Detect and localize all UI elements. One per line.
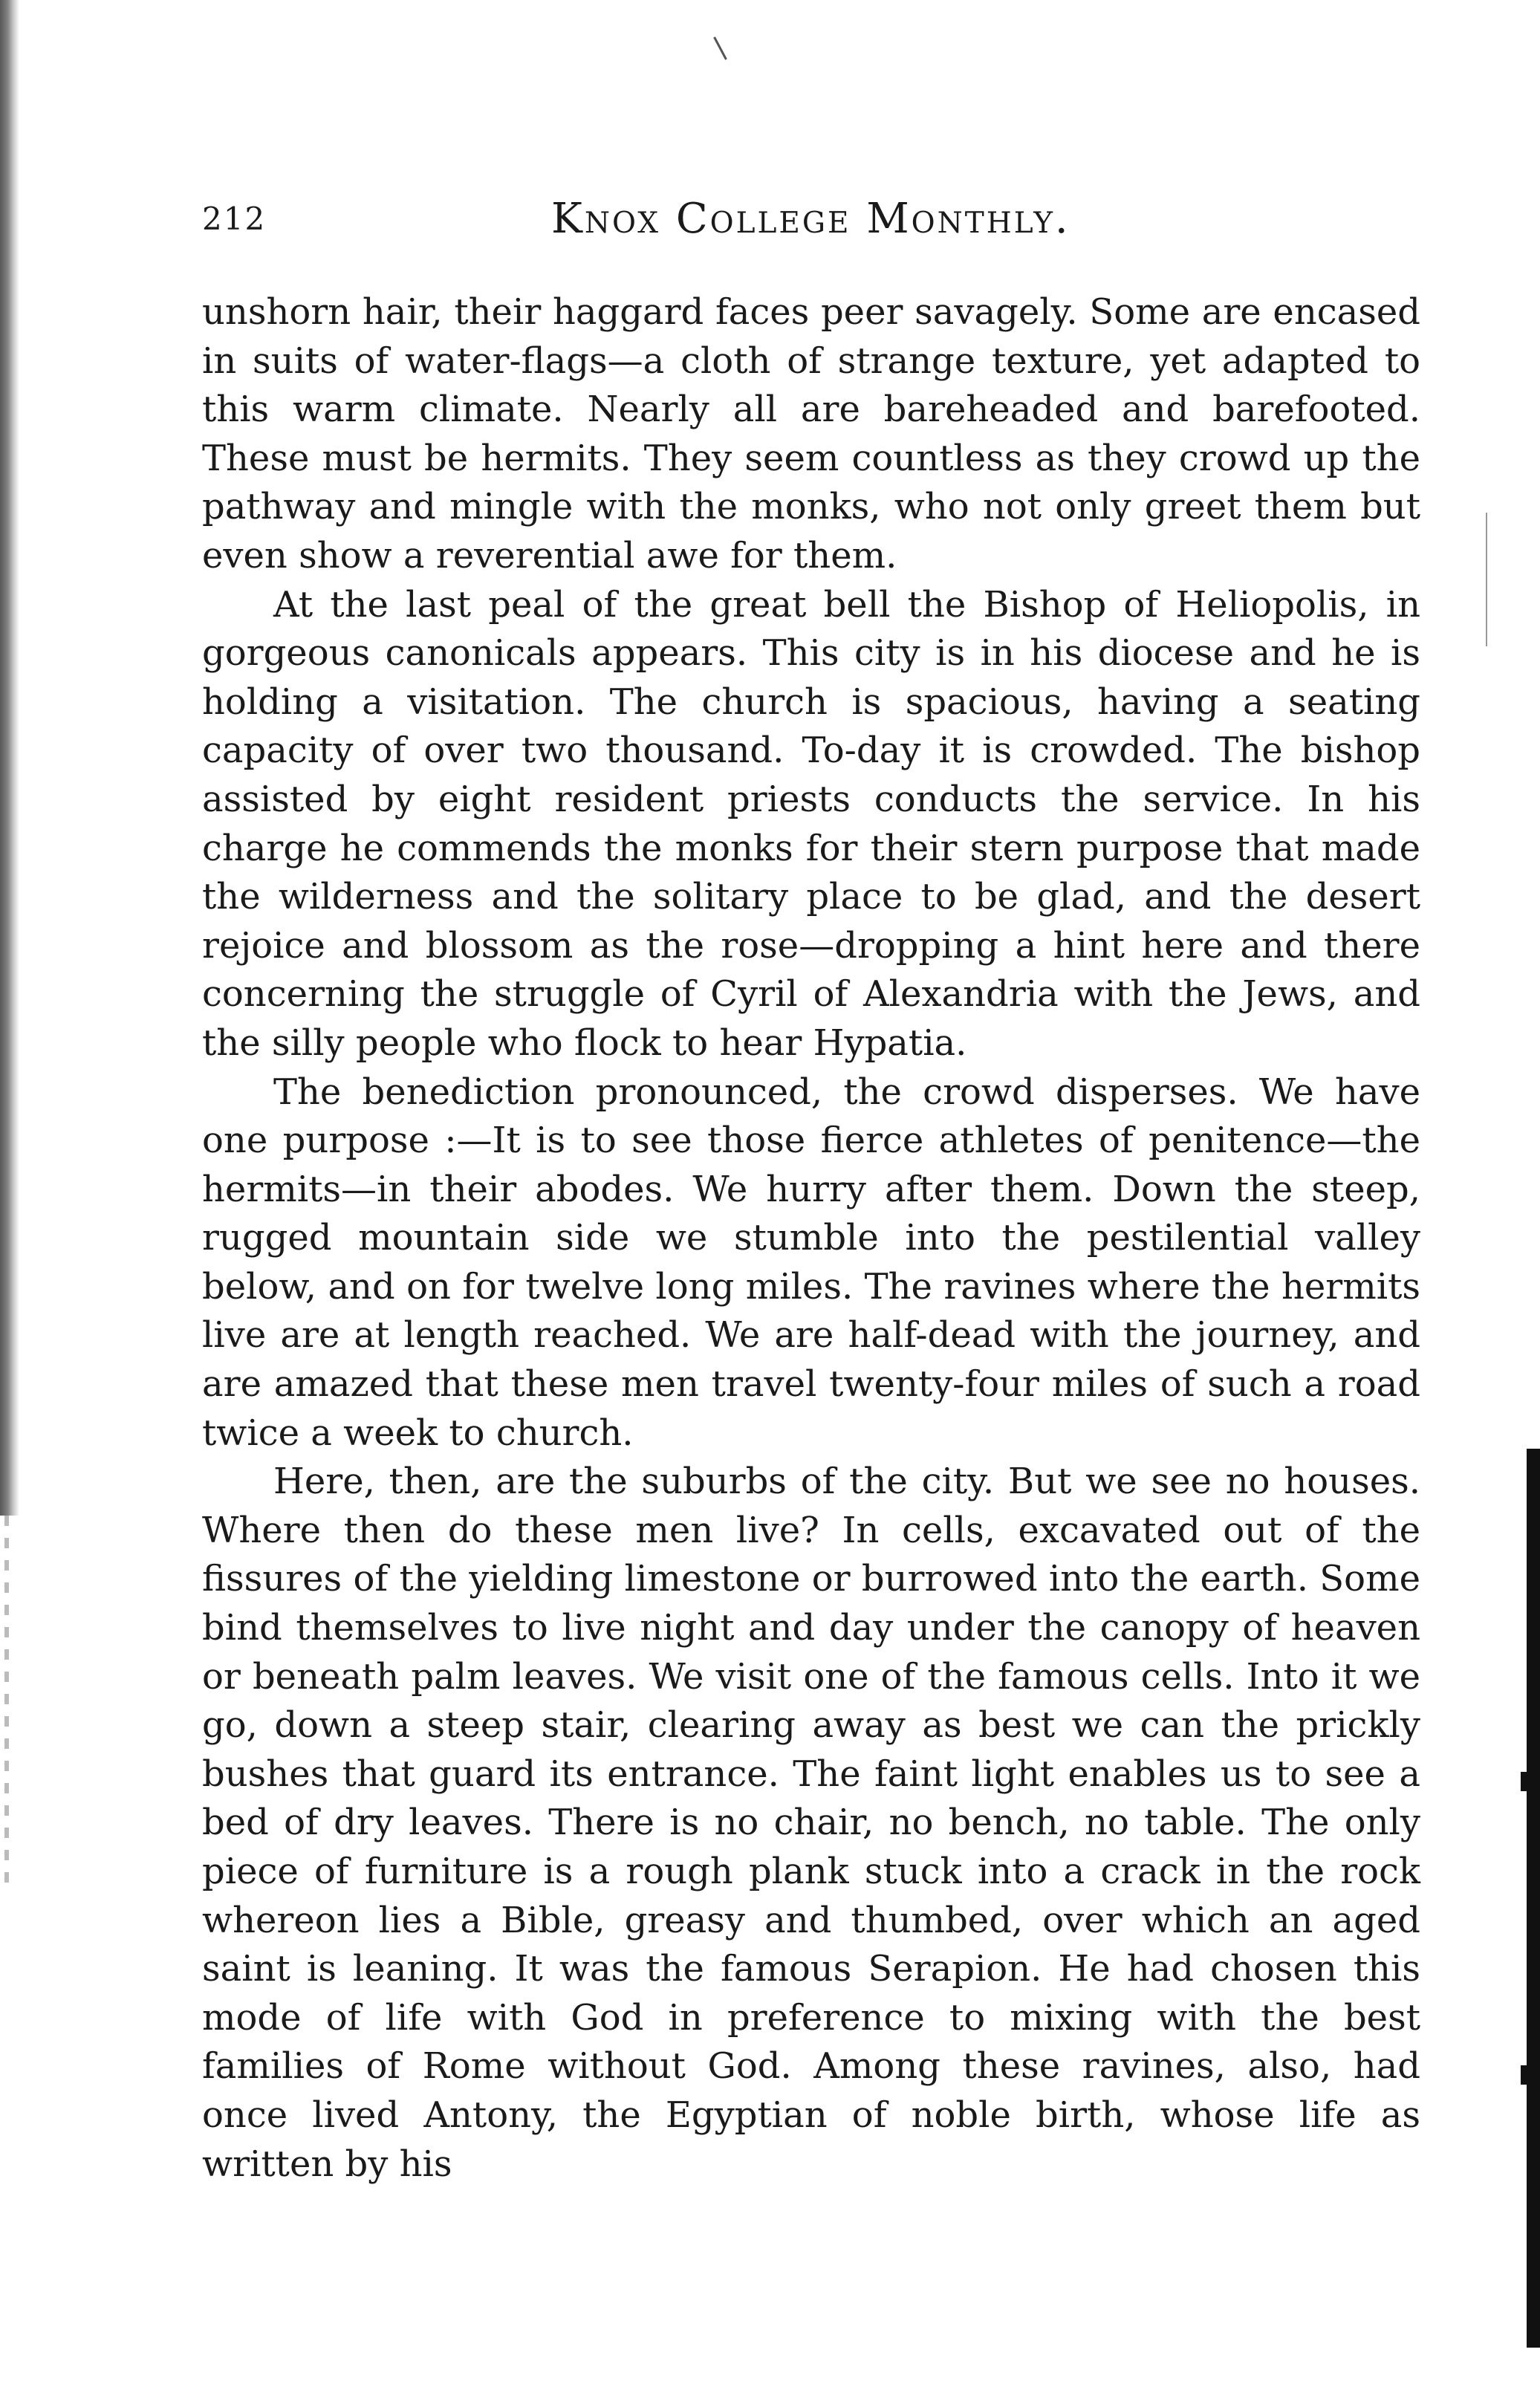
body-text: [202, 288, 1420, 2189]
scan-margin-line: [1486, 513, 1487, 646]
scan-binding-edge-lower: [4, 1516, 9, 1887]
running-title: Knox College Monthly.: [551, 195, 1070, 243]
paragraph: The benediction pronounced, the crowd disperses. We have one purpose :—It is to see those fierce athletes of penitence—the hermits—in their abodes. We hurry after them. Down the steep, rugged mountain side we stumble into the pestilential valley below, and on for twelve long miles. The ravines where the hermits live are at length reached. We are half-dead with the journey, and are amazed that these men travel twenty-four miles of such a road twice a week to church.: [202, 1071, 1420, 1454]
scan-right-edge: [1527, 1449, 1540, 2348]
scan-right-edge-mark: [1521, 1772, 1527, 1791]
scan-speck: [713, 36, 727, 59]
scan-right-edge-mark: [1521, 2065, 1527, 2085]
paragraph: At the last peal of the great bell the Bishop of Heliopolis, in gorgeous canonicals appears. This city is in his diocese and he is holding a visitation. The church is spacious, having a seating capacity of over two thousand. To-day it is crowded. The bishop assisted by eight resident priests conducts the service. In his charge he commends the monks for their stern purpose that made the wilderness and the solitary place to be glad, and the desert rejoice and blossom as the rose—dropping a hint here and there concerning the struggle of Cyril of Alexandria with the Jews, and the silly people who flock to hear Hypatia.: [202, 583, 1420, 1064]
page-header: [202, 195, 1420, 254]
paragraph: unshorn hair, their haggard faces peer savagely. Some are encased in suits of water-flags—a cloth of strange texture, yet adapted to this warm climate. Nearly all are bareheaded and barefooted. These must be hermits. They seem countless as they crowd up the pathway and mingle with the monks, who not only greet them but even show a reverential awe for them.: [202, 291, 1420, 577]
paragraph: Here, then, are the suburbs of the city. But we see no houses. Where then do these men live? In cells, excavated out of the fissures of the yielding limestone or burrowed into the earth. Some bind themselves to live night and day under the canopy of heaven or beneath palm leaves. We visit one of the famous cells. Into it we go, down a steep stair, clearing away as best we can the prickly bushes that guard its entrance. The faint light enables us to see a bed of dry leaves. There is no chair, no bench, no table. The only piece of furniture is a rough plank stuck into a crack in the rock whereon lies a Bible, greasy and thumbed, over which an aged saint is leaning. It was the famous Serapion. He had chosen this mode of life with God in preference to mixing with the best families of Rome without God. Among these ravines, also, had once lived Antony, the Egyptian of noble birth, whose life as written by his: [202, 1461, 1420, 2185]
page-number: 212: [202, 201, 267, 237]
scan-binding-edge: [0, 0, 19, 1516]
